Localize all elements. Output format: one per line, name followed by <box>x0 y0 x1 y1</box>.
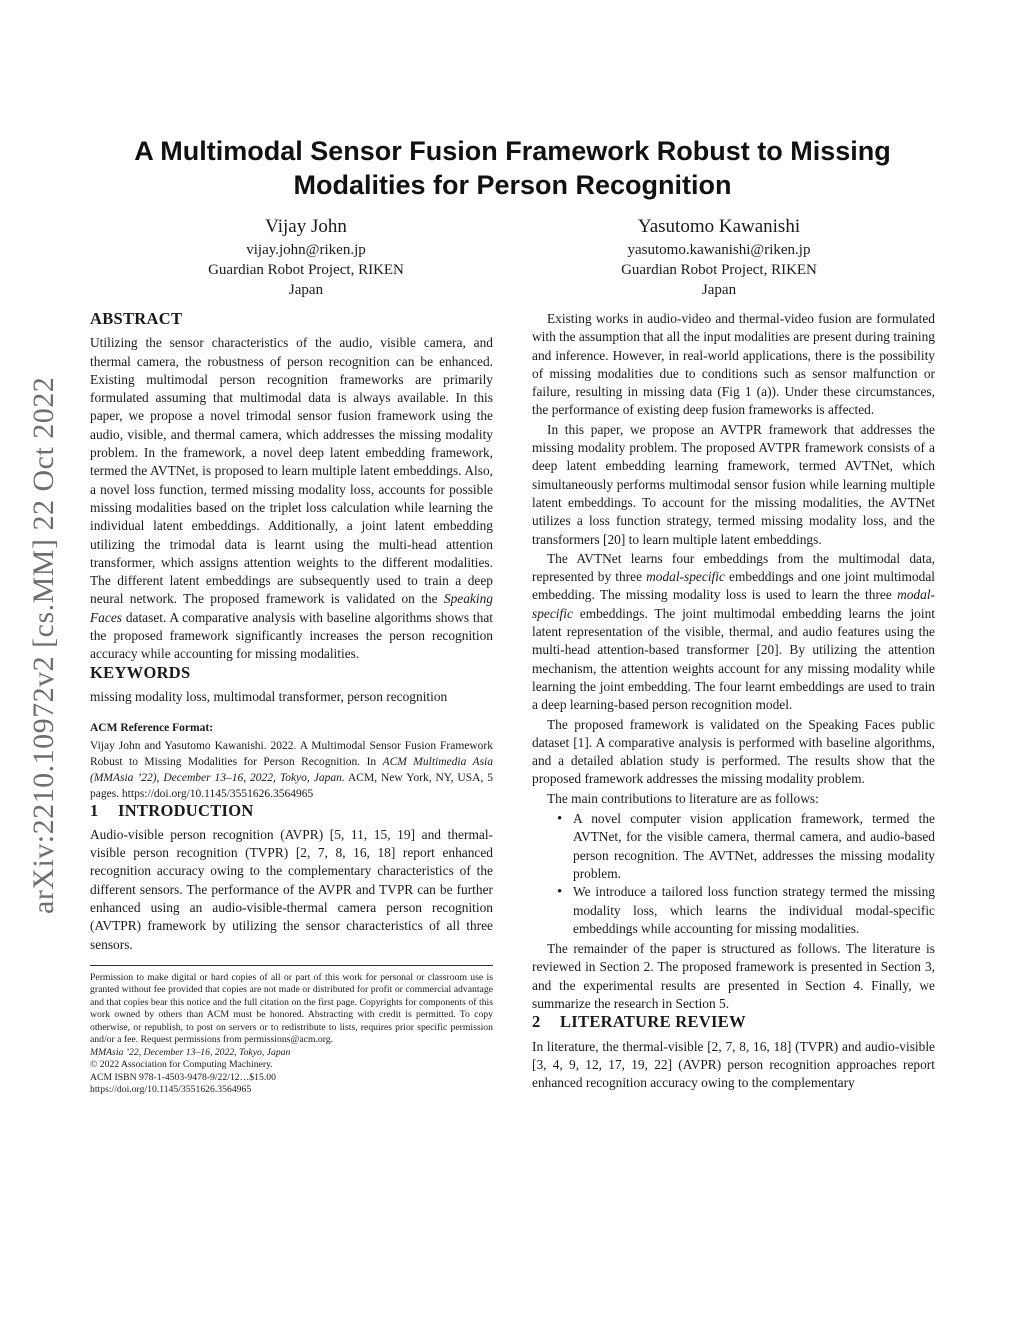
copyright-line: © 2022 Association for Computing Machinery. <box>90 1059 273 1071</box>
introduction-paragraph: The AVTNet learns four embeddings from the multimodal data, represented by three modal-specific embeddings and one joint multimodal embedding. The missing modality loss is used to learn the three modal-specific embeddings. The joint multimodal embedding learns the joint latent representation of the visible, thermal, and audio features using the multi-head attention-based transformer [20]. By utilizing the attention mechanism, the attention weights account for any missing modality while learning the joint embedding. The four learnt embeddings are used to train a deep learning-based person recognition model. <box>532 550 935 713</box>
acm-reference-text: Vijay John and Yasutomo Kawanishi. 2022. A Multimodal Sensor Fusion Framework Robust to Missing Modalities for Person Recognition. In ACM Multimedia Asia (MMAsia ’22), December 13–16, 2022, Tokyo, Japan. ACM, New York, NY, USA, 5 pages. https://doi.org/10.1145/3551626.3564965 <box>90 739 493 800</box>
right-column <box>532 310 935 1092</box>
venue-line: MMAsia ’22, December 13–16, 2022, Tokyo, Japan <box>90 1046 291 1058</box>
author-name: Yasutomo Kawanishi <box>637 216 801 237</box>
list-item: • We introduce a tailored loss function strategy termed the missing modality loss, which learns the individual modal-specific embeddings while accounting for missing modalities. <box>532 883 935 938</box>
introduction-paragraph: The main contributions to literature are as follows: <box>547 790 819 806</box>
author-block-1 <box>126 214 486 300</box>
permission-text: Permission to make digital or hard copies of all or part of this work for personal or classroom use is granted without fee provided that copies are not made or distributed for profit or commercial advantage and that copies bear this notice and the full citation on the first page. Copyrights for components of this work owned by others than ACM must be honored. Abstracting with credit is permitted. To copy otherwise, or republish, to post on servers or to redistribute to lists, requires prior specific permission and/or a fee. Request permissions from permissions@acm.org. <box>90 971 493 1046</box>
footnote-divider <box>90 965 493 966</box>
author-country: Japan <box>701 282 737 298</box>
author-name: Vijay John <box>265 216 347 237</box>
introduction-paragraph: Audio-visible person recognition (AVPR) [5, 11, 15, 19] and thermal-visible person recognition (TVPR) [2, 7, 8, 16, 18] report enhanced recognition accuracy owing to the complementary characteristics of the different sensors. The performance of the AVPR and TVPR can be further enhanced using an audio-visible-thermal camera person recognition (AVTPR) framework by utilizing the sensor characteristics of all three sensors. <box>90 826 493 952</box>
author-block-2 <box>539 214 899 300</box>
contributions-list <box>532 810 935 938</box>
paper-title: A Multimodal Sensor Fusion Framework Robust to Missing Modalities for Person Recognition <box>134 136 891 200</box>
doi-link[interactable]: https://doi.org/10.1145/3551626.3564965 <box>90 1084 252 1096</box>
introduction-paragraph: In this paper, we propose an AVTPR framework that addresses the missing modality problem. The proposed AVTPR framework consists of a deep latent embedding learning framework, termed AVTNet, which simultaneously performs multimodal sensor fusion while learning multiple latent embeddings. To account for the missing modalities, the AVTNet utilizes a loss function strategy, termed missing modality loss, and the transformers [20] to learn multiple latent embeddings. <box>532 421 935 547</box>
author-email: yasutomo.kawanishi@riken.jp <box>627 242 811 258</box>
left-column <box>90 310 493 1097</box>
introduction-paragraph: The proposed framework is validated on the Speaking Faces public dataset [1]. A comparative analysis is performed with baseline algorithms, and a detailed ablation study is performed. The results show that the proposed framework addresses the missing modality problem. <box>532 716 935 787</box>
introduction-paragraph: The remainder of the paper is structured as follows. The literature is reviewed in Section 2. The proposed framework is presented in Section 3, and the experimental results are presented in Section 4. Finally, we summarize the research in Section 5. <box>532 941 935 1011</box>
author-country: Japan <box>288 282 324 298</box>
arxiv-watermark: arXiv:2210.10972v2 [cs.MM] 22 Oct 2022 <box>27 376 60 914</box>
author-affiliation: Guardian Robot Project, RIKEN <box>621 262 817 278</box>
keywords-heading: KEYWORDS <box>90 662 191 682</box>
author-email: vijay.john@riken.jp <box>246 242 366 258</box>
abstract-text: Utilizing the sensor characteristics of the audio, visible camera, and thermal camera, the robustness of person recognition can be enhanced. Existing multimodal person recognition frameworks are primarily formulated assuming that multimodal data is always available. In this paper, we propose a novel trimodal sensor fusion framework using the audio, visible, and thermal camera, which addresses the missing modality problem. In the framework, a novel deep latent embedding framework, termed the AVTNet, is proposed to learn multiple latent embeddings. Also, a novel loss function, termed missing modality loss, accounts for possible missing modalities based on the triplet loss calculation while learning the individual latent embeddings. Additionally, a joint latent embedding utilizing the trimodal data is learnt using the multi-head attention transformer, which assigns attention weights to the different modalities. The different latent embeddings are subsequently used to train a deep neural network. The proposed framework is validated on the Speaking Faces dataset. A comparative analysis with baseline algorithms shows that the proposed framework significantly increases the person recognition accuracy while accounting for missing modalities. <box>90 335 493 662</box>
permission-notice <box>90 972 493 1097</box>
introduction-heading: 1 INTRODUCTION <box>90 800 254 820</box>
introduction-paragraph: Existing works in audio-video and thermal-video fusion are formulated with the assumption that all the input modalities are present during training and inference. However, in real-world applications, there is the possibility of missing modalities due to conditions such as sensor malfunction or failure, resulting in missing data (Fig 1 (a)). Under these circumstances, the performance of existing deep fusion frameworks is affected. <box>532 311 935 418</box>
abstract-heading: ABSTRACT <box>90 309 183 328</box>
keywords-text: missing modality loss, multimodal transformer, person recognition <box>90 688 448 704</box>
author-affiliation: Guardian Robot Project, RIKEN <box>208 262 404 278</box>
acm-reference-heading: ACM Reference Format: <box>90 722 214 735</box>
isbn-line: ACM ISBN 978-1-4503-9478-9/22/12…$15.00 <box>90 1071 276 1083</box>
literature-review-heading: 2 LITERATURE REVIEW <box>532 1012 746 1032</box>
literature-review-paragraph: In literature, the thermal-visible [2, 7, 8, 16, 18] (TVPR) and audio-visible [3, 4, 9, 12, 17, 19, 22] (AVPR) person recognition approaches report enhanced recognition accuracy owing to the complementary <box>532 1038 935 1091</box>
list-item: • A novel computer vision application framework, termed the AVTNet, for the visible camera, thermal camera, and audio-based person recognition. The AVTNet, addresses the missing modality problem. <box>532 810 935 883</box>
